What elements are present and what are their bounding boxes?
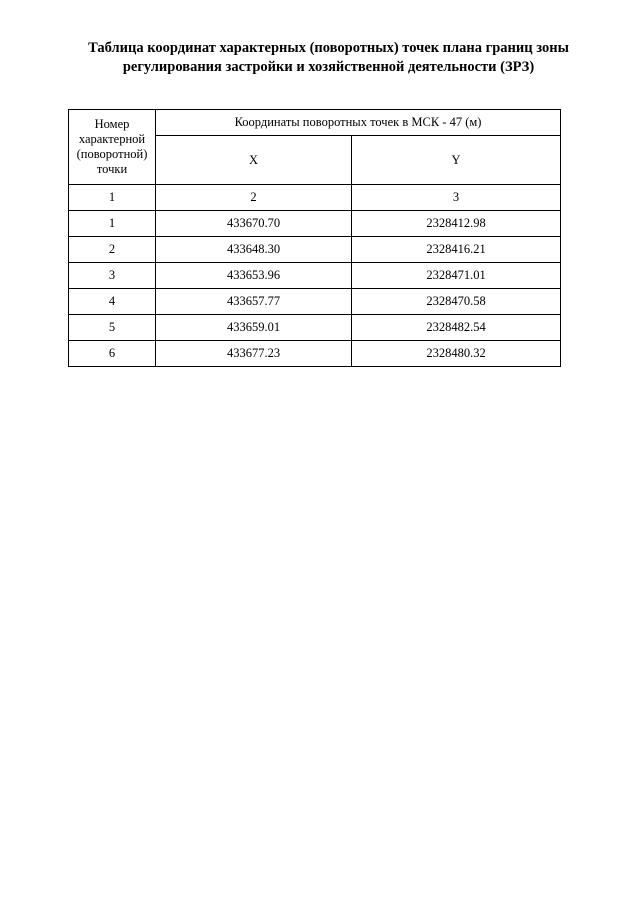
point-number-cell: 6: [69, 341, 156, 367]
header-point-number: [69, 110, 156, 185]
title-line-1: Таблица координат характерных (поворотных) точек плана границ зоны: [88, 40, 569, 56]
point-number-cell: 4: [69, 289, 156, 315]
title-line-2: регулирования застройки и хозяйственной деятельности (ЗРЗ): [122, 59, 535, 75]
table-row: [69, 263, 561, 289]
page-title: [40, 39, 617, 77]
y-coordinate-cell: 2328416.21: [352, 237, 561, 263]
table-row: [69, 237, 561, 263]
header-coordinates: Координаты поворотных точек в МСК - 47 (м): [156, 110, 561, 136]
x-coordinate-cell: 433670.70: [156, 211, 352, 237]
table-row: [69, 211, 561, 237]
header-x: X: [156, 136, 352, 185]
header-point-line: Номер: [94, 117, 130, 131]
y-coordinate-cell: 2328471.01: [352, 263, 561, 289]
column-number: 1: [69, 185, 156, 211]
y-coordinate-cell: 2328470.58: [352, 289, 561, 315]
header-point-line: характерной: [78, 132, 146, 146]
table-row: [69, 289, 561, 315]
y-coordinate-cell: 2328412.98: [352, 211, 561, 237]
x-coordinate-cell: 433677.23: [156, 341, 352, 367]
point-number-cell: 3: [69, 263, 156, 289]
header-y: Y: [352, 136, 561, 185]
table-row: [69, 341, 561, 367]
y-coordinate-cell: 2328480.32: [352, 341, 561, 367]
column-number: 2: [156, 185, 352, 211]
header-point-line: точки: [96, 162, 128, 176]
column-number: 3: [352, 185, 561, 211]
header-point-line: (поворотной): [76, 147, 148, 161]
table-row: [69, 315, 561, 341]
y-coordinate-cell: 2328482.54: [352, 315, 561, 341]
x-coordinate-cell: 433657.77: [156, 289, 352, 315]
x-coordinate-cell: 433648.30: [156, 237, 352, 263]
point-number-cell: 1: [69, 211, 156, 237]
x-coordinate-cell: 433653.96: [156, 263, 352, 289]
point-number-cell: 5: [69, 315, 156, 341]
column-number-row: [69, 185, 561, 211]
header-row: [69, 110, 561, 136]
point-number-cell: 2: [69, 237, 156, 263]
coordinates-table: [68, 109, 561, 367]
x-coordinate-cell: 433659.01: [156, 315, 352, 341]
